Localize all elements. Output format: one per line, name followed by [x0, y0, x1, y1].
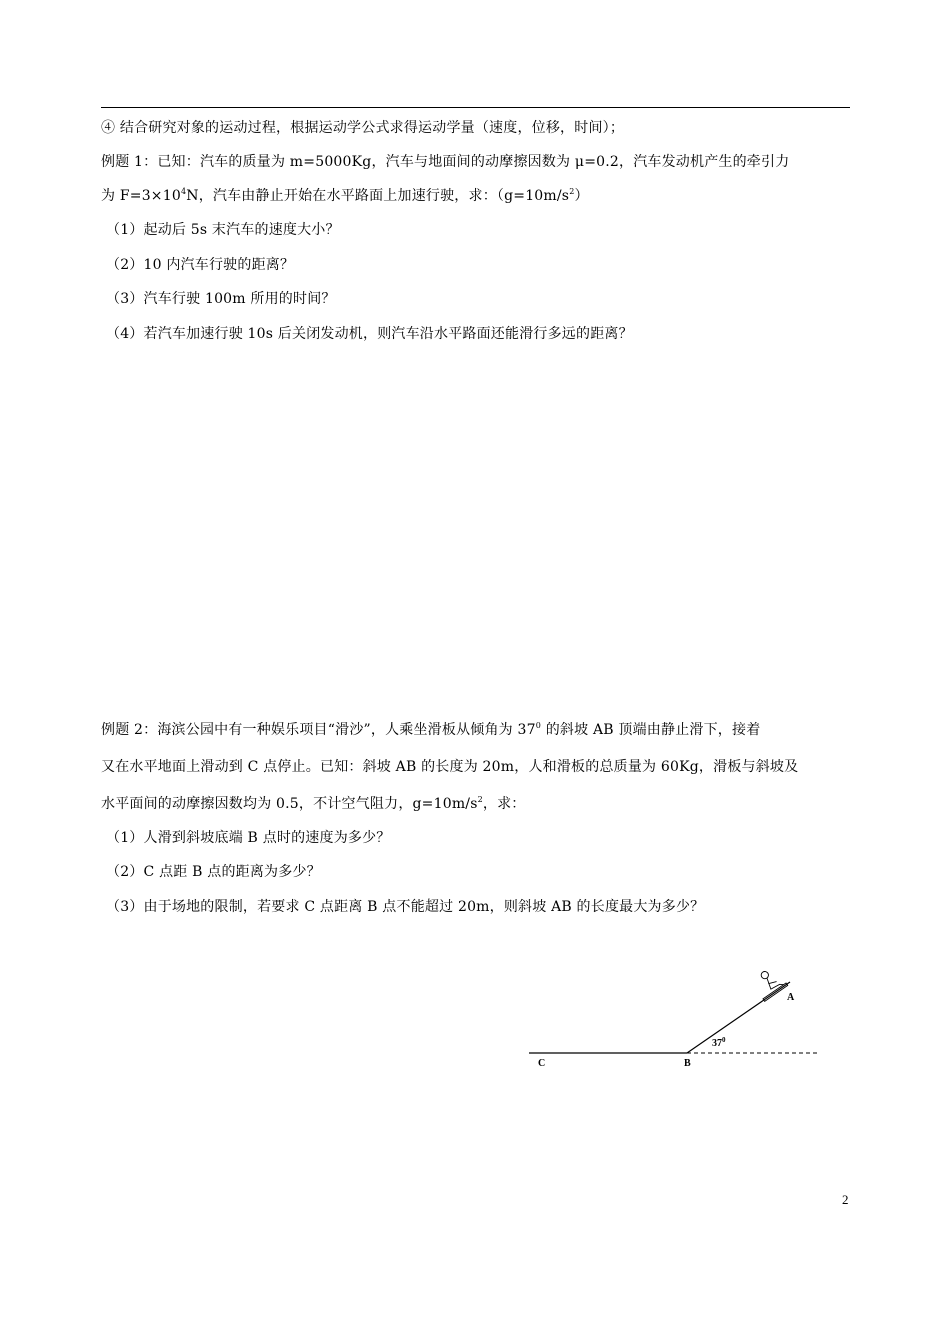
- example-2-question-1: （1）人滑到斜坡底端 B 点时的速度为多少？: [106, 830, 391, 846]
- point-b-label: B: [684, 1058, 691, 1069]
- example-1-question-3: （3）汽车行驶 100m 所用的时间？: [106, 291, 336, 307]
- header-rule: [101, 107, 850, 108]
- point-a-label: A: [787, 992, 795, 1003]
- point-c-label: C: [538, 1058, 546, 1069]
- example-1-line-2: 为 $F=3\times 10^4N$，汽车由静止开始在水平路面上加速行驶，求：$(g=10m/s^2)$: [101, 187, 589, 204]
- example-2-line-3: 水平面间的动摩擦因数均为 0.5，不计空气阻力，$g=10m/s^2$，求：: [101, 795, 526, 812]
- example-1-question-1: （1）起动后 5s 末汽车的速度大小？: [106, 222, 340, 238]
- angle-label: $37^0$: [712, 1036, 726, 1049]
- step-4-text: ④ 结合研究对象的运动过程，根据运动学公式求得运动学量（速度，位移，时间）；: [101, 120, 625, 136]
- example-2-question-2: （2）C 点距 B 点的距离为多少？: [106, 864, 321, 880]
- example-1-question-4: （4）若汽车加速行驶 10s 后关闭发动机，则汽车沿水平路面还能滑行多远的距离？: [106, 326, 633, 342]
- page-number: 2: [842, 1192, 849, 1207]
- example-2-line-2: 又在水平地面上滑动到 C 点停止。已知：斜坡 AB 的长度为 20m，人和滑板的总质量为 60Kg，滑板与斜坡及: [101, 759, 799, 775]
- example-1-line-1: 例题 1：已知：汽车的质量为 m=5000Kg，汽车与地面间的动摩擦因数为 μ=0.2，汽车发动机产生的牵引力: [101, 154, 790, 170]
- example-1-question-2: （2）10 内汽车行驶的距离？: [106, 257, 295, 273]
- example-2-question-3: （3）由于场地的限制，若要求 C 点距离 B 点不能超过 20m，则斜坡 AB 的长度最大为多少？: [106, 899, 705, 915]
- slope-line: [687, 982, 790, 1053]
- example-2-line-1: 例题 2：海滨公园中有一种娱乐项目“滑沙”，人乘坐滑板从倾角为 $37^0$ 的斜坡 AB 顶端由静止滑下，接着: [101, 721, 761, 738]
- slope-diagram: [525, 962, 825, 1077]
